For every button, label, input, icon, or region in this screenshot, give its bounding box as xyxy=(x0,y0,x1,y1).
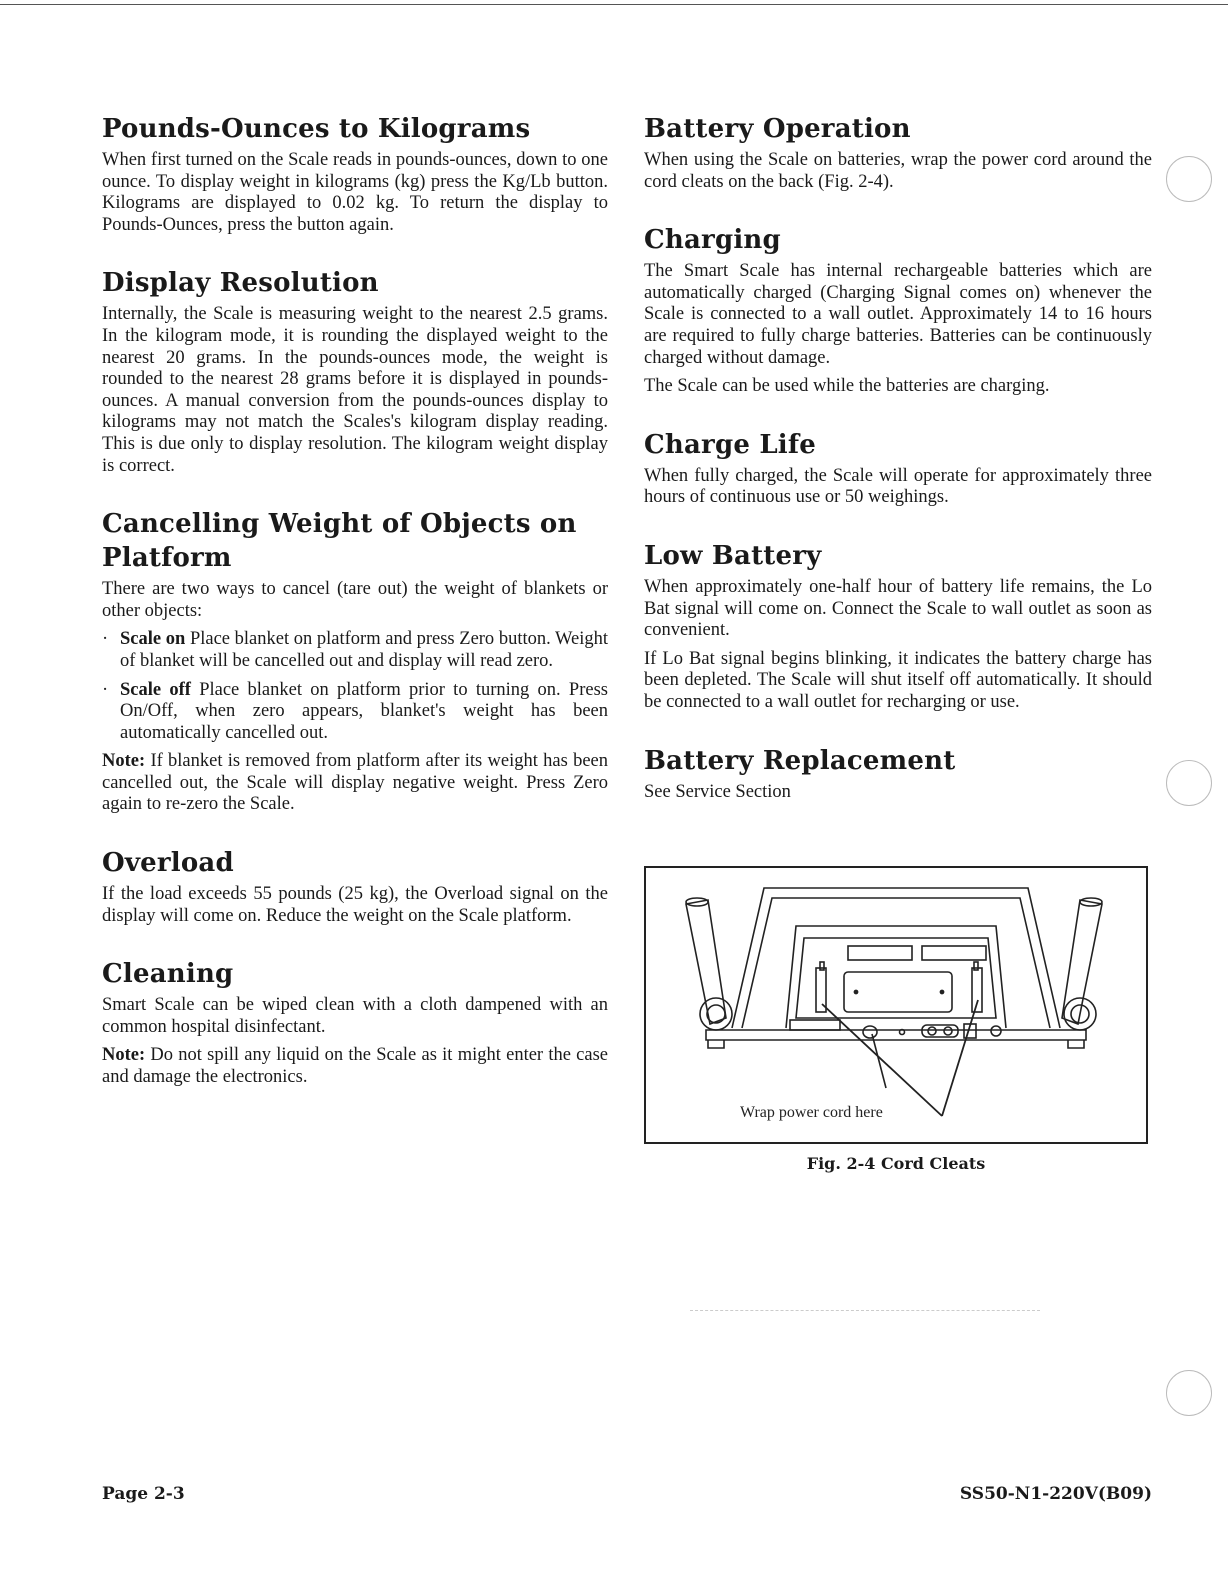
section-body: If the load exceeds 55 pounds (25 kg), the Overload signal on the display will come on. Reduce the weight on the Scale platform. xyxy=(102,884,608,926)
section-heading: Cleaning xyxy=(102,959,234,990)
section-body: The Smart Scale has internal rechargeable batteries which are automatically charged (Charging Signal comes on) whenever the Scale is connected to a wall outlet. Approximately 14 to 16 hours are required to fully charge batteries. Batteries can be continuously charged without damage. xyxy=(644,261,1152,368)
binder-hole-mark xyxy=(1166,156,1212,202)
left-column xyxy=(102,112,608,1119)
section-heading: Charge Life xyxy=(644,429,816,460)
bullet-text: Place blanket on platform prior to turning on. Press On/Off, when zero appears, blanket's weight has been automatically cancelled out. xyxy=(120,679,608,743)
section-heading: Charging xyxy=(644,225,781,256)
section-body: Smart Scale can be wiped clean with a cloth dampened with an common hospital disinfectant. xyxy=(102,995,608,1037)
section-overload xyxy=(102,846,608,927)
note-text: Do not spill any liquid on the Scale as it might enter the case and damage the electronics. xyxy=(102,1045,608,1088)
section-heading: Cancelling Weight of Objects on Platform xyxy=(102,509,577,574)
binder-hole-mark xyxy=(1166,760,1212,806)
note-text: If blanket is removed from platform after its weight has been cancelled out, the Scale will display negative weight. Press Zero again to re-zero the Scale. xyxy=(102,751,609,815)
note-label: Note: xyxy=(102,751,146,772)
bullet-dot-icon: · xyxy=(102,679,109,700)
figure-callout: Wrap power cord here xyxy=(740,1104,883,1121)
section-heading: Battery Operation xyxy=(644,114,911,144)
section-battery-operation xyxy=(644,112,1152,193)
section-body: The Scale can be used while the batteries are charging. xyxy=(644,376,1050,397)
section-charging xyxy=(644,223,1152,398)
bullet-dot-icon: · xyxy=(102,629,109,650)
bullet-term: Scale off xyxy=(120,679,191,700)
section-heading: Pounds-Ounces to Kilograms xyxy=(102,114,531,144)
bullet-scale-on xyxy=(102,629,608,672)
section-body: When fully charged, the Scale will operate for approximately three hours of continuous use or 50 weighings. xyxy=(644,465,1152,508)
section-intro: There are two ways to cancel (tare out) the weight of blankets or other objects: xyxy=(102,579,608,621)
section-battery-replacement xyxy=(644,744,1152,804)
section-body: See Service Section xyxy=(644,781,791,802)
section-low-battery xyxy=(644,539,1152,714)
document-id: SS50-N1-220V(B09) xyxy=(959,1484,1152,1504)
scale-back-illustration xyxy=(646,868,1146,1142)
scan-artifact-line xyxy=(690,1310,1040,1311)
section-pounds-ounces xyxy=(102,112,608,236)
section-display-resolution xyxy=(102,266,608,477)
right-column xyxy=(644,112,1152,833)
note-label: Note: xyxy=(102,1045,146,1066)
figure-caption: Fig. 2-4 Cord Cleats xyxy=(806,1154,986,1173)
section-charge-life xyxy=(644,428,1152,509)
section-cleaning xyxy=(102,957,608,1088)
section-cancelling-weight xyxy=(102,507,608,816)
section-body: When using the Scale on batteries, wrap the power cord around the cord cleats on the back (Fig. 2-4). xyxy=(644,150,1152,192)
figure-cord-cleats xyxy=(644,866,1148,1144)
section-body: If Lo Bat signal begins blinking, it indicates the battery charge has been depleted. The Scale will shut itself off automatically. It should be connected to a wall outlet for recharging or use. xyxy=(644,648,1152,712)
bullet-scale-off xyxy=(102,680,608,745)
top-border-rule xyxy=(0,4,1228,5)
section-heading: Display Resolution xyxy=(102,268,379,299)
section-body: When approximately one-half hour of battery life remains, the Lo Bat signal will come on. Connect the Scale to wall outlet as soon as convenient. xyxy=(644,576,1152,641)
section-heading: Low Battery xyxy=(644,540,822,571)
note xyxy=(102,1045,608,1088)
binder-hole-mark xyxy=(1166,1370,1212,1416)
section-heading: Battery Replacement xyxy=(644,745,956,776)
note xyxy=(102,751,608,816)
bullet-text: Place blanket on platform and press Zero button. Weight of blanket will be cancelled out and display will read zero. xyxy=(120,629,609,671)
section-body: When first turned on the Scale reads in pounds-ounces, down to one ounce. To display weight in kilograms (kg) press the Kg/Lb button. Kilograms are displayed to 0.02 kg. To return the display to Pounds-Ounces, press the button again. xyxy=(102,150,608,235)
page-number: Page 2-3 xyxy=(102,1484,185,1504)
section-body: Internally, the Scale is measuring weight to the nearest 2.5 grams. In the kilogram mode, it is rounding the displayed weight to the nearest 20 grams. In the pounds-ounces mode, the weight is rounded to the nearest 28 grams before it is displayed in pounds-ounces. A manual conversion from the pounds-ounces display to kilograms may not match the Scales's kilogram display reading. This is due only to display resolution. The kilogram weight display is correct. xyxy=(102,304,608,476)
bullet-term: Scale on xyxy=(120,629,186,650)
section-heading: Overload xyxy=(102,848,234,879)
